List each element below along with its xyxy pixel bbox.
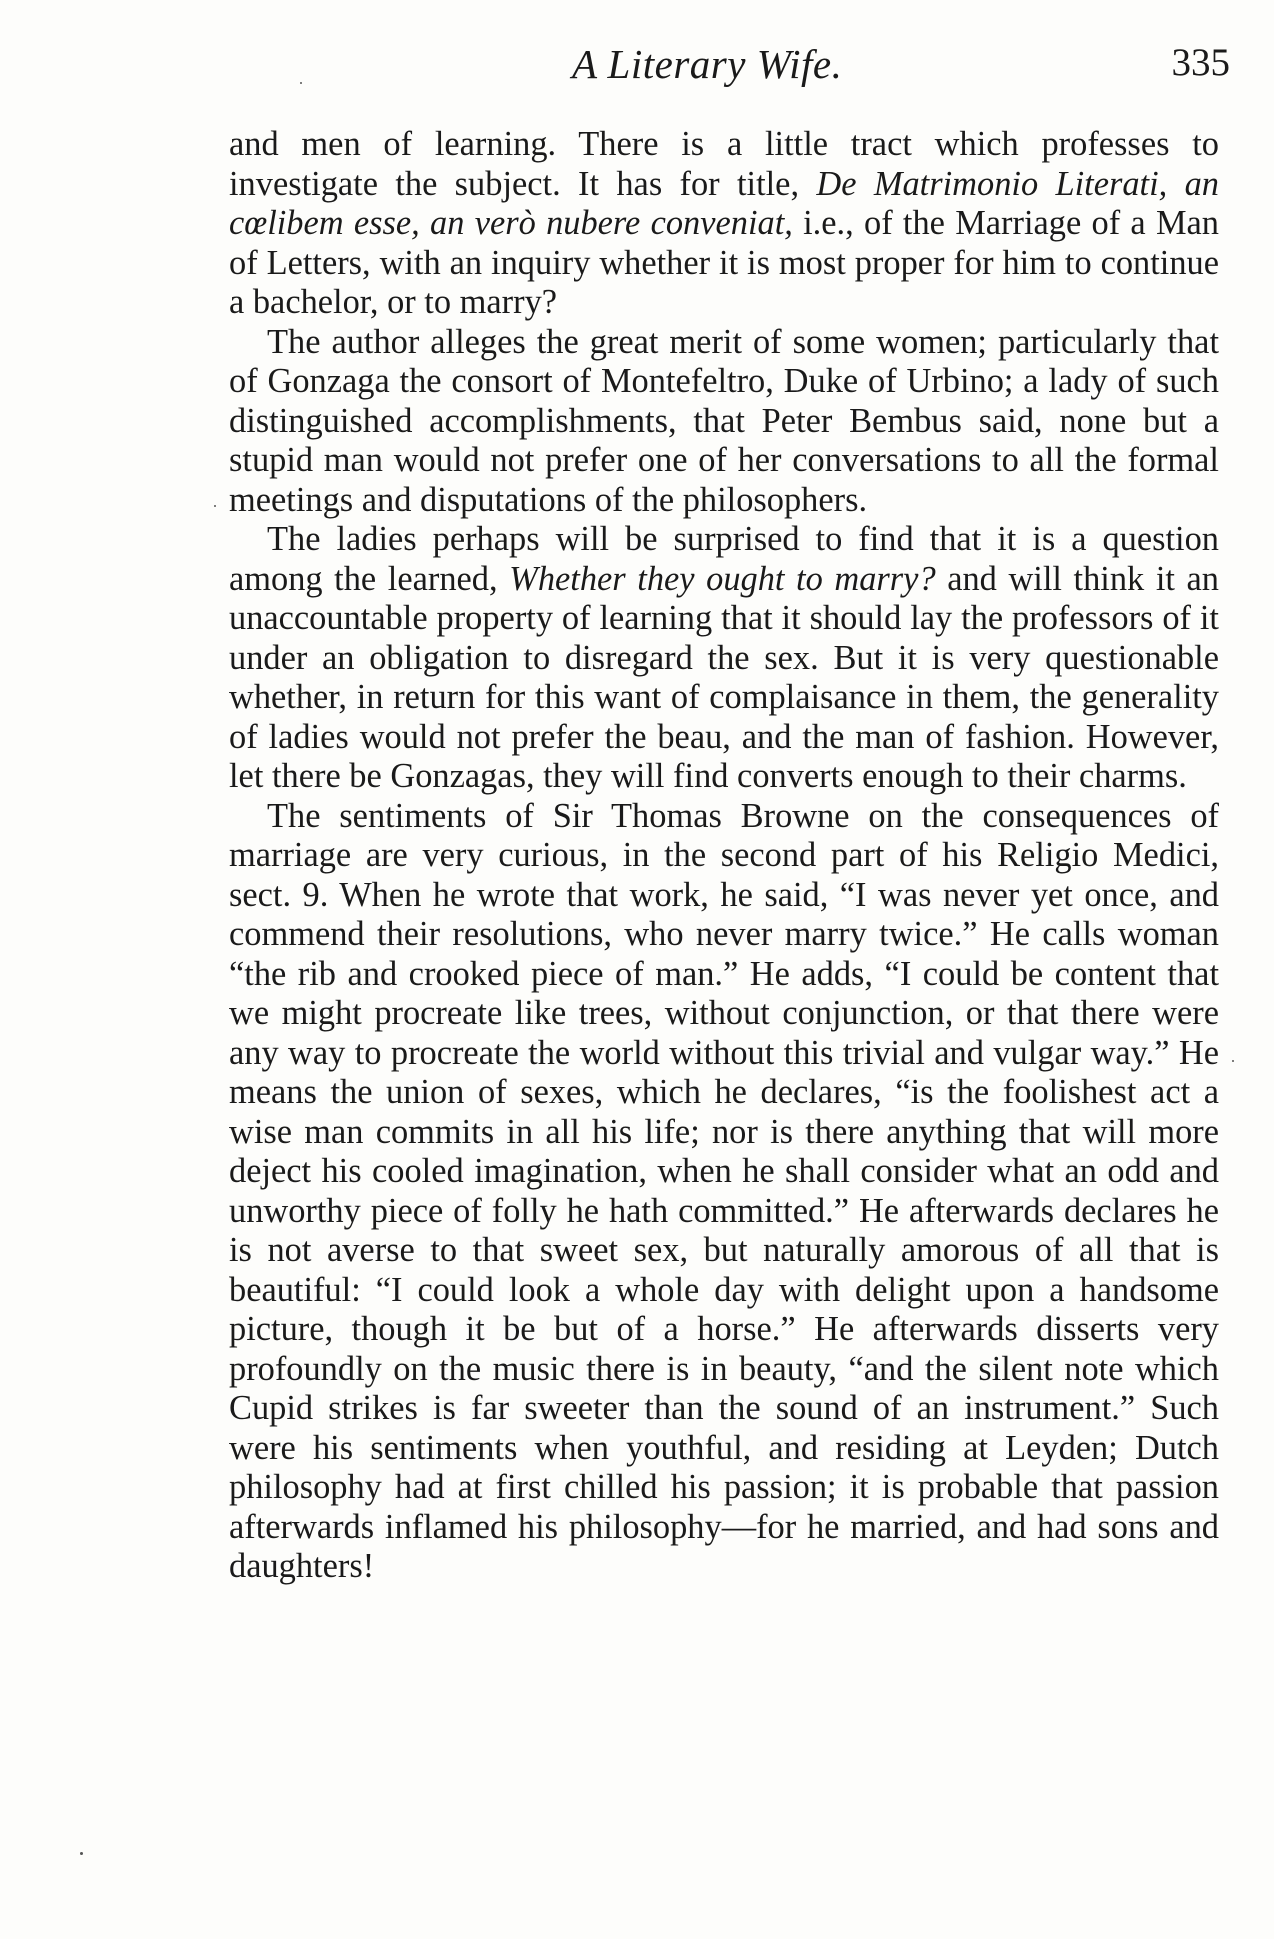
paragraph [229, 125, 1219, 323]
running-head [230, 40, 1230, 90]
italic-question-run: Whether they ought to marry? [509, 559, 936, 598]
text-run: The sentiments of Sir Thomas Browne on the consequences of marriage are very curious, in the second part of his Religio Medici, sect. 9. When he wrote that work, he said, “I was never yet once, and commend their resolutions, who never marry twice.” He calls woman “the rib and crooked piece of man.” He adds, “I could be content that we might procreate like trees, without conjunction, or that there were any way to procreate the world without this trivial and vulgar way.” He means the union of sexes, which he declares, “is the foolishest act a wise man commits in all his life; nor is there anything that will more deject his cooled imagination, when he shall consider what an odd and unworthy piece of folly he hath committed.” He afterwards declares he is not averse to that sweet sex, but naturally amorous of all that is beautiful: “I could look a whole day with delight upon a handsome picture, though it be but of a horse.” He afterwards disserts very profoundly on the music there is in beauty, “and the silent note which Cupid strikes is far sweeter than the sound of an instrument.” Such were his sentiments when youthful, and residing at Leyden; Dutch philosophy had at first chilled his passion; it is probable that passion afterwards inflamed his philosophy—for he married, and had sons and daughters! [229, 796, 1219, 1585]
paper-speck [300, 82, 302, 84]
text-run: The ladies perhaps will be surprised to find that it is a question among the learned, [229, 520, 1219, 598]
page-number: 335 [1171, 41, 1230, 84]
text-run: and men of learning. There is a little tract which professes to investigate the subject. It has for title, [229, 125, 1219, 203]
italic-title-run: De Matrimonio Literati, an cœlibem esse, an verò nubere conveniat, [229, 164, 1219, 242]
paragraph [229, 323, 1219, 521]
paragraph [229, 520, 1219, 797]
running-title: A Literary Wife. [572, 41, 843, 87]
paragraph [229, 797, 1219, 1587]
text-run: The author alleges the great merit of some women; particularly that of Gonzaga the consort of Montefeltro, Duke of Urbino; a lady of such distinguished accomplishments, that Peter Bembus said, none but a stupid man would not prefer one of her conversations to all the formal meetings and disputations of the philosophers. [229, 322, 1219, 519]
text-run: i.e., of the Marriage of a Man of Letters, with an inquiry whether it is most proper for him to continue a bachelor, or to marry? [229, 204, 1219, 321]
paper-speck [214, 505, 216, 507]
body-text [229, 125, 1219, 1587]
paper-speck [1232, 1060, 1234, 1062]
paper-speck [80, 1852, 83, 1855]
text-run: and will think it an unaccountable property of learning that it should lay the professors of it under an obligation to disregard the sex. But it is very questionable whether, in return for this want of complaisance in them, the generality of ladies would not prefer the beau, and the man of fashion. However, let there be Gonzagas, they will find converts enough to their charms. [229, 559, 1219, 795]
